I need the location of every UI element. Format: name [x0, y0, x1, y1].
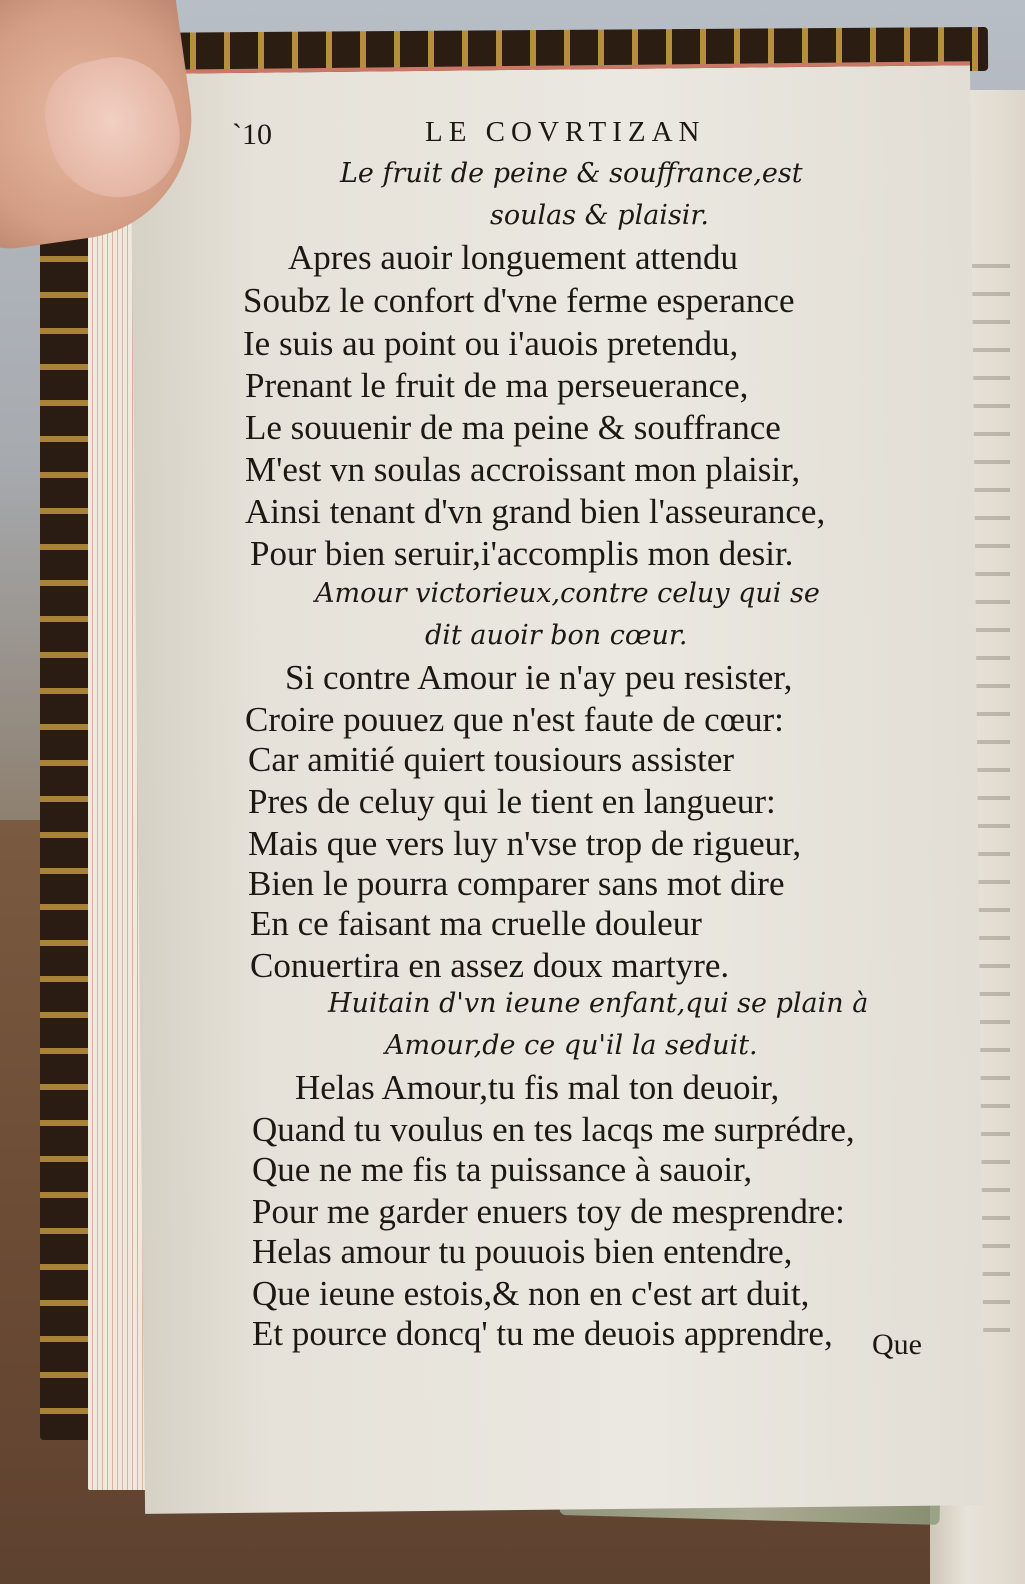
catchword: Que — [872, 1328, 922, 1361]
verse-line: Helas Amour,tu fis mal ton deuoir, — [295, 1068, 780, 1107]
verse-line: Et pource doncq' tu me deuois apprendre, — [252, 1314, 833, 1353]
page-number: `10 — [232, 118, 272, 151]
verse-line: Pour me garder enuers toy de mesprendre: — [252, 1192, 845, 1231]
verse-line: Soubz le confort d'vne ferme esperance — [243, 281, 795, 320]
poem-title: dit auoir bon cœur. — [425, 620, 688, 651]
verse-line: Pres de celuy qui le tient en langueur: — [248, 782, 776, 821]
verse-line: Que ieune estois,& non en c'est art duit, — [252, 1274, 810, 1313]
poem-title: Amour,de ce qu'il la seduit. — [385, 1030, 758, 1061]
poem-title: Le fruit de peine & souffrance,est — [340, 158, 803, 189]
verse-line: Pour bien seruir,i'accomplis mon desir. — [250, 534, 794, 573]
verse-line: Apres auoir longuement attendu — [288, 238, 739, 277]
poem-title: soulas & plaisir. — [490, 200, 709, 231]
verse-line: Croire pouuez que n'est faute de cœur: — [245, 700, 784, 739]
poem-title: Huitain d'vn ieune enfant,qui se plain à — [328, 988, 869, 1019]
verse-line: En ce faisant ma cruelle douleur — [250, 904, 702, 943]
verse-line: Le souuenir de ma peine & souffrance — [245, 408, 781, 447]
poem-title: Amour victorieux,contre celuy qui se — [315, 578, 820, 609]
verse-line: Ie suis au point ou i'auois pretendu, — [243, 324, 739, 363]
verse-line: Si contre Amour ie n'ay peu resister, — [285, 658, 793, 697]
verse-line: Helas amour tu pouuois bien entendre, — [252, 1232, 793, 1271]
verse-line: Ainsi tenant d'vn grand bien l'asseurance, — [245, 492, 826, 531]
verse-line: M'est vn soulas accroissant mon plaisir, — [245, 450, 801, 489]
verse-line: Que ne me fis ta puissance à sauoir, — [252, 1150, 753, 1189]
verse-line: Quand tu voulus en tes lacqs me surprédre, — [252, 1110, 855, 1149]
verse-line: Conuertira en assez doux martyre. — [250, 946, 730, 985]
running-head: LE COVRTIZAN — [425, 116, 706, 148]
verse-line: Prenant le fruit de ma perseuerance, — [245, 366, 749, 405]
verse-line: Bien le pourra comparer sans mot dire — [248, 864, 785, 903]
verse-line: Car amitié quiert tousiours assister — [248, 740, 735, 779]
verse-line: Mais que vers luy n'vse trop de rigueur, — [248, 824, 802, 863]
